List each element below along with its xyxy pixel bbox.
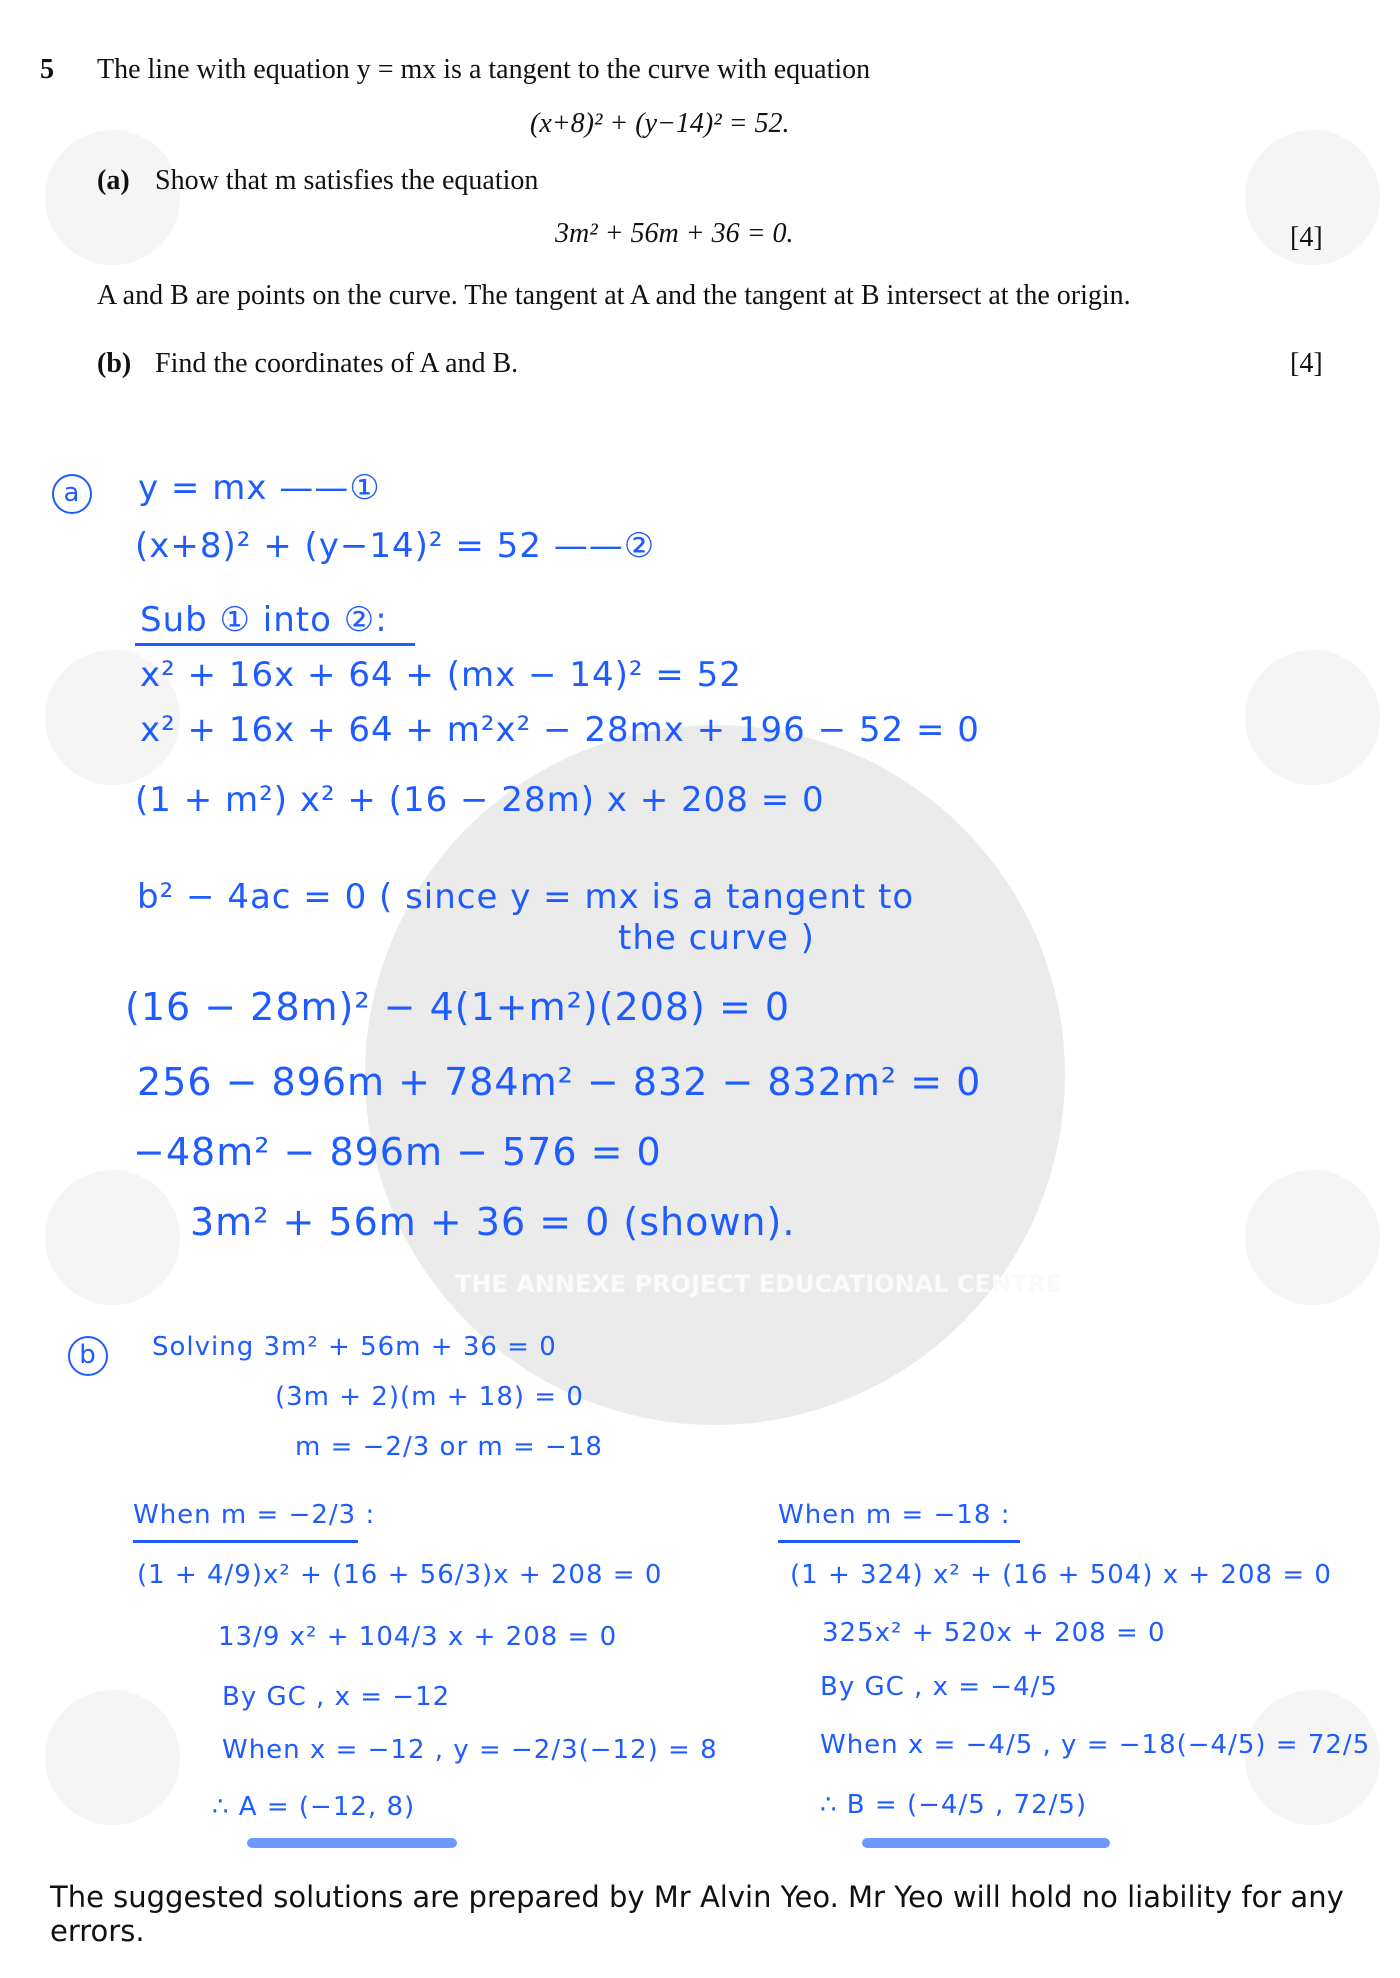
solution-line: (1 + m²) x² + (16 − 28m) x + 208 = 0: [135, 780, 825, 820]
watermark-logo: [1245, 1170, 1380, 1305]
question-info: A and B are points on the curve. The tangent at A and the tangent at B intersect at the origin.: [97, 280, 1131, 311]
part-b-marks: [4]: [1290, 348, 1323, 379]
question-number: 5: [40, 54, 54, 85]
solution-line: (1 + 324) x² + (16 + 504) x + 208 = 0: [790, 1560, 1332, 1590]
part-a-label: (a): [97, 165, 130, 196]
underline: [135, 643, 415, 646]
solution-line: (x+8)² + (y−14)² = 52 ——②: [135, 526, 656, 566]
part-a-circle-label: a: [52, 474, 92, 514]
underline: [778, 1540, 1020, 1543]
watermark-logo: [45, 130, 180, 265]
question-stem: The line with equation y = mx is a tangent to the curve with equation: [97, 54, 871, 85]
solution-line: Sub ① into ②:: [140, 600, 388, 640]
solution-line: 3m² + 56m + 36 = 0 (shown).: [190, 1200, 796, 1244]
solution-line: By GC , x = −12: [222, 1682, 451, 1712]
solution-line: When m = −18 :: [778, 1500, 1011, 1530]
solution-line: By GC , x = −4/5: [820, 1672, 1058, 1702]
watermark-logo: [1245, 650, 1380, 785]
solution-line: b² − 4ac = 0 ( since y = mx is a tangent to: [137, 877, 915, 917]
curve-equation: (x+8)² + (y−14)² = 52.: [530, 108, 790, 139]
part-b-circle-label: b: [68, 1336, 108, 1376]
solution-line: m = −2/3 or m = −18: [295, 1432, 603, 1462]
solution-line: 325x² + 520x + 208 = 0: [822, 1618, 1166, 1648]
solution-line: 13/9 x² + 104/3 x + 208 = 0: [218, 1622, 618, 1652]
solution-line: When x = −12 , y = −2/3(−12) = 8: [222, 1735, 718, 1765]
part-b-text: Find the coordinates of A and B.: [155, 348, 519, 379]
solution-line: Solving 3m² + 56m + 36 = 0: [152, 1332, 557, 1362]
solution-line: (16 − 28m)² − 4(1+m²)(208) = 0: [125, 985, 791, 1029]
solution-line: 256 − 896m + 784m² − 832 − 832m² = 0: [137, 1060, 982, 1104]
watermark-text: THE ANNEXE PROJECT EDUCATIONAL CENTRE: [455, 1270, 1063, 1298]
disclaimer-footer: The suggested solutions are prepared by Mr Alvin Yeo. Mr Yeo will hold no liability for any errors.: [50, 1880, 1344, 1948]
solution-line: x² + 16x + 64 + (mx − 14)² = 52: [140, 655, 742, 695]
part-a-equation: 3m² + 56m + 36 = 0.: [555, 218, 794, 249]
answer-a: ∴ A = (−12, 8): [212, 1792, 416, 1822]
solution-line: (3m + 2)(m + 18) = 0: [275, 1382, 584, 1412]
part-b-label: (b): [97, 348, 132, 379]
solution-line: (1 + 4/9)x² + (16 + 56/3)x + 208 = 0: [137, 1560, 663, 1590]
part-a-text: Show that m satisfies the equation: [155, 165, 539, 196]
watermark-logo: [45, 1690, 180, 1825]
answer-b: ∴ B = (−4/5 , 72/5): [820, 1790, 1088, 1820]
solution-line: When x = −4/5 , y = −18(−4/5) = 72/5: [820, 1730, 1371, 1760]
solution-line: x² + 16x + 64 + m²x² − 28mx + 196 − 52 = 0: [140, 710, 980, 750]
answer-highlight: [247, 1838, 457, 1848]
solution-line: y = mx ——①: [138, 468, 381, 508]
solution-line: the curve ): [618, 918, 815, 958]
answer-highlight: [862, 1838, 1110, 1848]
solution-line: When m = −2/3 :: [133, 1500, 376, 1530]
solution-line: −48m² − 896m − 576 = 0: [133, 1130, 662, 1174]
watermark-logo: [45, 1170, 180, 1305]
underline: [133, 1540, 358, 1543]
part-a-marks: [4]: [1290, 222, 1323, 253]
